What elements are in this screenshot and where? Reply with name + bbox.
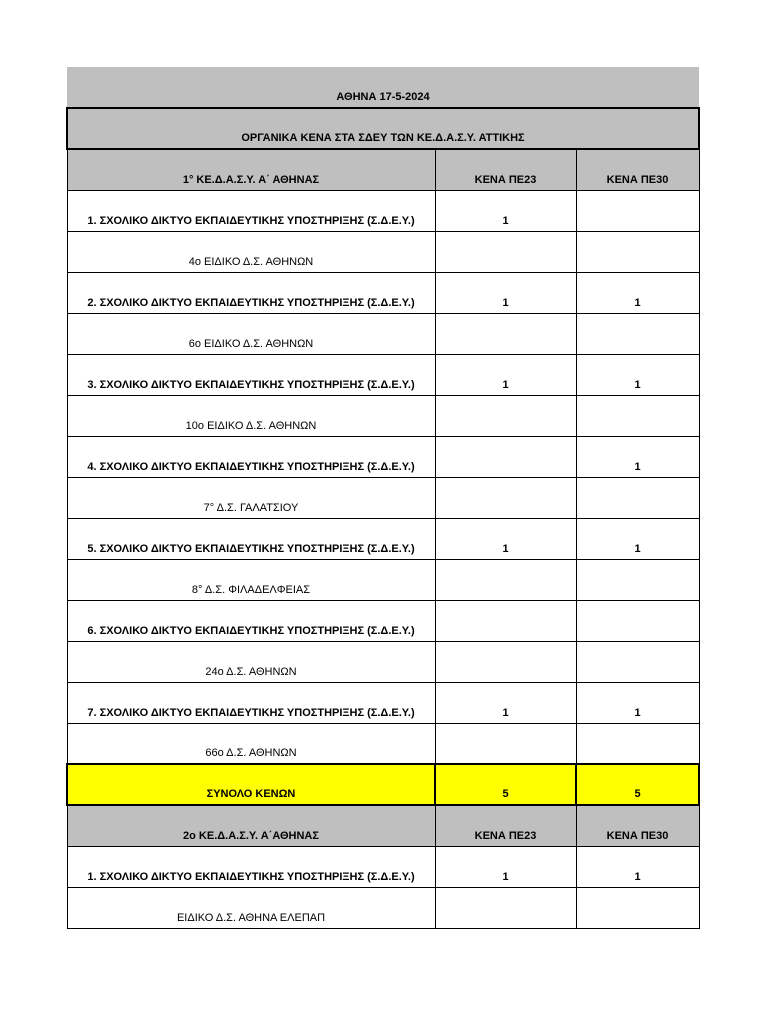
school-pe30-cell [576, 313, 699, 354]
school-pe30-cell [576, 477, 699, 518]
network-row [67, 190, 699, 231]
section2-col-pe23: ΚΕΝΑ ΠΕ23 [435, 805, 576, 846]
school-name: 10ο ΕΙΔΙΚΟ Δ.Σ. ΑΘΗΝΩΝ [67, 395, 435, 436]
school-pe30-cell [576, 723, 699, 764]
school-pe23-cell [435, 641, 576, 682]
table-body [67, 67, 699, 928]
network-label: 2. ΣΧΟΛΙΚΟ ΔΙΚΤΥΟ ΕΚΠΑΙΔΕΥΤΙΚΗΣ ΥΠΟΣΤΗΡΙΞΗΣ (Σ.Δ.Ε.Υ.) [67, 272, 435, 313]
network-label: 1. ΣΧΟΛΙΚΟ ΔΙΚΤΥΟ ΕΚΠΑΙΔΕΥΤΙΚΗΣ ΥΠΟΣΤΗΡΙΞΗΣ (Σ.Δ.Ε.Υ.) [67, 846, 435, 887]
school-pe30-cell [576, 641, 699, 682]
school-name: 66ο Δ.Σ. ΑΘΗΝΩΝ [67, 723, 435, 764]
network-pe30: 1 [576, 354, 699, 395]
network-pe23: 1 [435, 518, 576, 559]
network-pe30: 1 [576, 436, 699, 477]
total-pe30: 5 [576, 764, 699, 805]
network-pe23: 1 [435, 272, 576, 313]
school-row [67, 723, 699, 764]
total-row [67, 764, 699, 805]
school-row [67, 477, 699, 518]
network-label: 1. ΣΧΟΛΙΚΟ ΔΙΚΤΥΟ ΕΚΠΑΙΔΕΥΤΙΚΗΣ ΥΠΟΣΤΗΡΙΞΗΣ (Σ.Δ.Ε.Υ.) [67, 190, 435, 231]
school-name: 4ο ΕΙΔΙΚΟ Δ.Σ. ΑΘΗΝΩΝ [67, 231, 435, 272]
school-row [67, 231, 699, 272]
vacancies-table [66, 67, 700, 929]
network-row [67, 518, 699, 559]
network-row [67, 682, 699, 723]
network-pe23 [435, 600, 576, 641]
network-pe23 [435, 436, 576, 477]
school-name: 6ο ΕΙΔΙΚΟ Δ.Σ. ΑΘΗΝΩΝ [67, 313, 435, 354]
school-pe23-cell [435, 559, 576, 600]
school-row [67, 887, 699, 928]
school-pe30-cell [576, 887, 699, 928]
network-label: 4. ΣΧΟΛΙΚΟ ΔΙΚΤΥΟ ΕΚΠΑΙΔΕΥΤΙΚΗΣ ΥΠΟΣΤΗΡΙΞΗΣ (Σ.Δ.Ε.Υ.) [67, 436, 435, 477]
network-pe23: 1 [435, 190, 576, 231]
date-header-row [67, 67, 699, 108]
network-pe23: 1 [435, 682, 576, 723]
school-name: 7° Δ.Σ. ΓΑΛΑΤΣΙΟΥ [67, 477, 435, 518]
vacancies-sheet [66, 67, 698, 929]
network-pe30 [576, 600, 699, 641]
section1-col-pe23: ΚΕΝΑ ΠΕ23 [435, 149, 576, 190]
section1-col-pe30: ΚΕΝΑ ΠΕ30 [576, 149, 699, 190]
school-pe30-cell [576, 559, 699, 600]
network-row [67, 600, 699, 641]
network-label: 6. ΣΧΟΛΙΚΟ ΔΙΚΤΥΟ ΕΚΠΑΙΔΕΥΤΙΚΗΣ ΥΠΟΣΤΗΡΙΞΗΣ (Σ.Δ.Ε.Υ.) [67, 600, 435, 641]
section2-header-row [67, 805, 699, 846]
date-header: ΑΘΗΝΑ 17-5-2024 [67, 67, 699, 108]
school-pe30-cell [576, 395, 699, 436]
section2-col-pe30: ΚΕΝΑ ΠΕ30 [576, 805, 699, 846]
section2-name: 2ο ΚΕ.Δ.Α.Σ.Υ. Α΄ΑΘΗΝΑΣ [67, 805, 435, 846]
network-pe23: 1 [435, 846, 576, 887]
network-row [67, 846, 699, 887]
school-row [67, 313, 699, 354]
document-title: ΟΡΓΑΝΙΚΑ ΚΕΝΑ ΣΤΑ ΣΔΕΥ ΤΩΝ ΚΕ.Δ.Α.Σ.Υ. ΑΤΤΙΚΗΣ [67, 108, 699, 149]
network-pe23: 1 [435, 354, 576, 395]
network-label: 7. ΣΧΟΛΙΚΟ ΔΙΚΤΥΟ ΕΚΠΑΙΔΕΥΤΙΚΗΣ ΥΠΟΣΤΗΡΙΞΗΣ (Σ.Δ.Ε.Υ.) [67, 682, 435, 723]
network-pe30: 1 [576, 682, 699, 723]
section1-header-row [67, 149, 699, 190]
network-pe30: 1 [576, 846, 699, 887]
school-pe23-cell [435, 723, 576, 764]
network-pe30 [576, 190, 699, 231]
network-row [67, 272, 699, 313]
school-row [67, 559, 699, 600]
network-row [67, 436, 699, 477]
school-row [67, 641, 699, 682]
school-pe23-cell [435, 313, 576, 354]
network-pe30: 1 [576, 272, 699, 313]
school-name: ΕΙΔΙΚΟ Δ.Σ. ΑΘΗΝΑ ΕΛΕΠΑΠ [67, 887, 435, 928]
school-name: 8° Δ.Σ. ΦΙΛΑΔΕΛΦΕΙΑΣ [67, 559, 435, 600]
network-label: 5. ΣΧΟΛΙΚΟ ΔΙΚΤΥΟ ΕΚΠΑΙΔΕΥΤΙΚΗΣ ΥΠΟΣΤΗΡΙΞΗΣ (Σ.Δ.Ε.Υ.) [67, 518, 435, 559]
title-row [67, 108, 699, 149]
school-row [67, 395, 699, 436]
school-pe23-cell [435, 477, 576, 518]
school-pe23-cell [435, 231, 576, 272]
section1-name: 1° ΚΕ.Δ.Α.Σ.Υ. Α΄ ΑΘΗΝΑΣ [67, 149, 435, 190]
network-row [67, 354, 699, 395]
school-pe30-cell [576, 231, 699, 272]
network-pe30: 1 [576, 518, 699, 559]
total-pe23: 5 [435, 764, 576, 805]
school-name: 24ο Δ.Σ. ΑΘΗΝΩΝ [67, 641, 435, 682]
network-label: 3. ΣΧΟΛΙΚΟ ΔΙΚΤΥΟ ΕΚΠΑΙΔΕΥΤΙΚΗΣ ΥΠΟΣΤΗΡΙΞΗΣ (Σ.Δ.Ε.Υ.) [67, 354, 435, 395]
school-pe23-cell [435, 395, 576, 436]
total-label: ΣΥΝΟΛΟ ΚΕΝΩΝ [67, 764, 435, 805]
school-pe23-cell [435, 887, 576, 928]
